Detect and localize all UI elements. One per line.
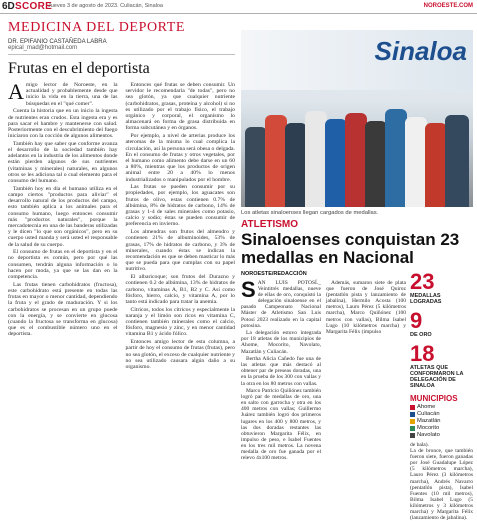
right-body-column-2 bbox=[326, 280, 406, 463]
municipio-name: Mocorito bbox=[417, 425, 440, 431]
stat-block bbox=[410, 271, 473, 305]
athletes-group bbox=[241, 90, 473, 207]
stat-block bbox=[410, 310, 473, 338]
paragraph: Además, sumaron siete de plata que fueron de José Quiroz (pentatlón pista y lanzamiento de jabalina), Hermilo Acosta (100 metros), Lauro Pérez (5 kilómetros marcha), Marco Quiñónez (100 metros con vallas), Bilma Isabel Lugo (10 kilómetros marcha) y Margarita Félix (impulso bbox=[326, 280, 406, 335]
municipio-name: Ahome bbox=[417, 404, 436, 410]
body-column-1 bbox=[8, 79, 118, 372]
photo-banner bbox=[241, 30, 473, 90]
paragraph: Entonces qué frutas se deben consumir. Un servidor le recomendaría "de todas", pero no sea glotón, ya que cualquier nutriente (carbohidratos, grasas, proteína y alcohol) si no es utilizado por el trabajo físico, el trabajo orgánico y corporal, el organismo lo almacenará en forma de grasa distribuida en forma subcutánea y en órganos. bbox=[125, 82, 235, 132]
legend-swatch bbox=[410, 405, 415, 410]
stat-value: 23 bbox=[410, 269, 435, 294]
article-headline-right: Sinaloenses conquistan 23 medallas en Nacional bbox=[241, 230, 460, 267]
municipio-item bbox=[410, 404, 473, 410]
byline: NOROESTE/REDACCIÓN bbox=[241, 271, 307, 277]
paragraph: Bertha Alicia Cañedo fue una de las atletas que más destacó al obtener par de preseas doradas, una en la prueba de los 300 con vallas y la otra en los 80 metros con vallas. bbox=[241, 356, 321, 387]
stat-label: MEDALLAS LOGRADAS bbox=[410, 293, 442, 305]
body-column-2 bbox=[126, 82, 236, 372]
municipio-item bbox=[410, 411, 473, 417]
paragraph: Las frutas tienen carbohidratos (fructosa), este carbohidrato está presente en todas las frutas en mayor o menor cantidad, dependiendo la fruta y el grado de maduración. Y si los carbohidratos se procesan en un grupo puede con la energía, y se convierte en glucosa (cuando la fructosa se transforma en glucosa) que es el combustible número uno en el deportista. bbox=[8, 281, 118, 338]
paragraph: Cuenta la historia que en un inicio la ingesta de nutrientes eran crudos. Esta ingesta era y es para sacar el hambre y mantenerse con salud. Posteriormente con el descubrimiento del fuego iniciaron con la cocción de algunos alimentos. bbox=[8, 108, 118, 140]
paragraph: SAN LUIS POTOSÍ._ Veintitrés medallas, nueve de ellas de oro, conquistó la delegación sinaloense en el pasado Campeonato Nacional Máster de Atletismo San Luis Potosí 2023 realizado en la capital potosina. bbox=[241, 277, 321, 329]
paragraph: El consumo de frutas en el deportista y en el no deportista es común, pero por qué las consumen, tendrán alguna información o lo hacen por moda, ya que se las dan en la competencia. bbox=[8, 249, 118, 281]
stat-value: 9 bbox=[410, 308, 423, 333]
paragraph: También hoy en día el humano utiliza en el campo ciertos "productos para aliviar" el desarrollo natural de los productos del campo, esto también aplica a los animales para el consumo humano, luego entonces consumir más "productos naturales", porque la mercadotecnia en una de las banderas utilizadas y le dicen "lo que son orgánicos", pero en su cuerpo usted manda y será usted el responsable de la salud de su cuerpo. bbox=[8, 185, 118, 248]
article-headline: Frutas en el deportista bbox=[8, 60, 150, 77]
stat-block bbox=[410, 343, 473, 389]
paragraph: La de bronce, que también fueron siete, fueron ganadas por José Guadalupe López (5 kilómetros marcha), Lauro Pérez (3 kilómetros marcha), Andrés Navarro (pentatlón pista), Isabel Fuentes (10 mil metros), Bilma Isabel Lugo (5 kilómetros y 3 kilómetros marcha) y Margarita Félix (lanzamiento de jabalina). bbox=[410, 448, 473, 521]
site-url[interactable]: NOROESTE.COM bbox=[423, 3, 473, 9]
drop-cap: S bbox=[241, 277, 256, 302]
municipio-item bbox=[410, 418, 473, 424]
paragraph: Por ejemplo, a nivel de arterias produce los ateromas de la misma lo cual complica la circulación, así la persona será obesa o delgada. En el consumo de frutas y otros vegetales, por el humano como alimento debe darse en un 60 a 80%, mientras que los productos de origen animal entre 20 a 40% lo menos industrializados o manipulados por el hombre. bbox=[125, 133, 235, 183]
legend-swatch bbox=[410, 433, 415, 438]
page-number: 6D bbox=[2, 1, 15, 12]
kicker: ATLETISMO bbox=[241, 219, 299, 230]
right-article-body bbox=[241, 271, 473, 521]
paragraph: Cítricos, todos los cítricos y especialmente la naranja y el limón son ricos en vitamina C, contienen también minerales como el calcio, fósforo, magnesio y zinc, y en menor cantidad vitamina B1 y ácido fólico. bbox=[125, 306, 235, 338]
tail-text bbox=[410, 442, 473, 521]
municipio-item bbox=[410, 425, 473, 431]
stats-sidebar bbox=[410, 271, 473, 521]
author-name: DR. EPIFANIO CASTAÑEDA LABRA bbox=[8, 39, 107, 45]
banner-text: Sinaloa bbox=[374, 36, 467, 66]
municipios-title: MUNICIPIOS bbox=[410, 394, 458, 403]
legend-swatch bbox=[410, 426, 415, 431]
paragraph: Las frutas se pueden consumir por su propiedades, por ejemplo, los aguacates son frutos de olivo, estas contienen 0.7% de albúmina, 8% de hidratos de carbono, 14% de grasas y 1-4 de sales minerales como potasio, calcio y sodio; éstas se pueden consumir de preferencia en invierno. bbox=[125, 184, 235, 228]
paragraph: Marco Patricio Quiñónez también logró par de medallas de oro, una en salto con garrocha y otra en los 400 metros con vallas; Guillermo Juárez también logró dos primeros lugares en los 400 y 800 metros, y las dos doradas restantes las obtuvieron Margarita Félix, en impulso de peso, e Isabel Fuentes en los tres mil metros. La novena medalla de oro fue ganada por el relevo 4x100 metros. bbox=[241, 388, 321, 462]
municipio-name: Mazatlán bbox=[417, 418, 441, 424]
article-body bbox=[8, 79, 235, 372]
right-body-column-1 bbox=[241, 277, 321, 463]
paragraph: Los almendras son frutos del almendro y contienen 21% de albuminoides, 53% de grasas, 17% de hidratos de carbono, y 3% de minerales, cuando éstas se indican la recomendación es que se deben masticar lo más que se pueda para que cumplas con su papel nutritivo. bbox=[125, 229, 235, 273]
dateline: Jueves 3 de agosto de 2023. Culiacán, Sinaloa bbox=[48, 3, 163, 9]
municipio-item bbox=[410, 432, 473, 438]
legend-swatch bbox=[410, 419, 415, 424]
paragraph: También hay que saber que conforme avanza el desarrollo de la sociedad también hay adelantos en la industria de los alimentos donde están pierden algunos de sus nutrientes (vitaminas y minerales) naturales, en algunos otros se les adiciona tal o cual elemento para el consumo del humano. bbox=[8, 140, 118, 185]
right-article bbox=[241, 30, 473, 521]
masthead bbox=[0, 0, 477, 14]
stat-value: 18 bbox=[410, 341, 435, 366]
paragraph: El albaricoque; son frutos del Durazno y contienen 0.2 de albúmina, 13% de hidratos de carbono, vitaminas A, B1, B2 y C. Así como fósforo, hierro, calcio, y vitamina A, por lo tanto está indicado para tratar la anemia. bbox=[125, 274, 235, 305]
left-article bbox=[8, 20, 235, 372]
author-email[interactable]: epical_mad@hotmail.com bbox=[8, 45, 78, 51]
section-title: MEDICINA DEL DEPORTE bbox=[8, 20, 186, 35]
municipio-name: Culiacán bbox=[417, 411, 440, 417]
paragraph: La delegación estuvo integrada por 18 atletas de los municipios de Ahome, Mocorito, Navolato, Mazatlán y Culiacán. bbox=[241, 330, 321, 355]
stat-label: DE ORO bbox=[410, 332, 432, 338]
paragraph: de bala). bbox=[410, 442, 429, 448]
municipios-list bbox=[410, 404, 473, 438]
team-photo bbox=[241, 30, 473, 207]
stat-label: ATLETAS QUE CONFORMARON LA DELEGACIÓN DE SINALOA bbox=[410, 365, 464, 389]
municipio-name: Navolato bbox=[417, 432, 440, 438]
brand-logo: SCORE bbox=[15, 1, 53, 12]
paragraph: Entonces amigo lector de esta columna, a partir de hoy el consumo de frutas (frutas), pero no sea glotón, el exceso de cualquier nutriente y no sea utilizado causara algún daño a su organismo. bbox=[125, 339, 235, 370]
divider bbox=[8, 54, 235, 55]
legend-swatch bbox=[410, 412, 415, 417]
photo-caption: Los atletas sinaloenses llegan cargados de medallas. bbox=[241, 210, 379, 216]
drop-cap: A bbox=[8, 79, 24, 104]
paragraph: Amigo lector de Noroeste, en la actualidad y probablemente desde que inicio la vida en la tierra, una de las búsquedas en el "qué comer". bbox=[8, 79, 118, 107]
